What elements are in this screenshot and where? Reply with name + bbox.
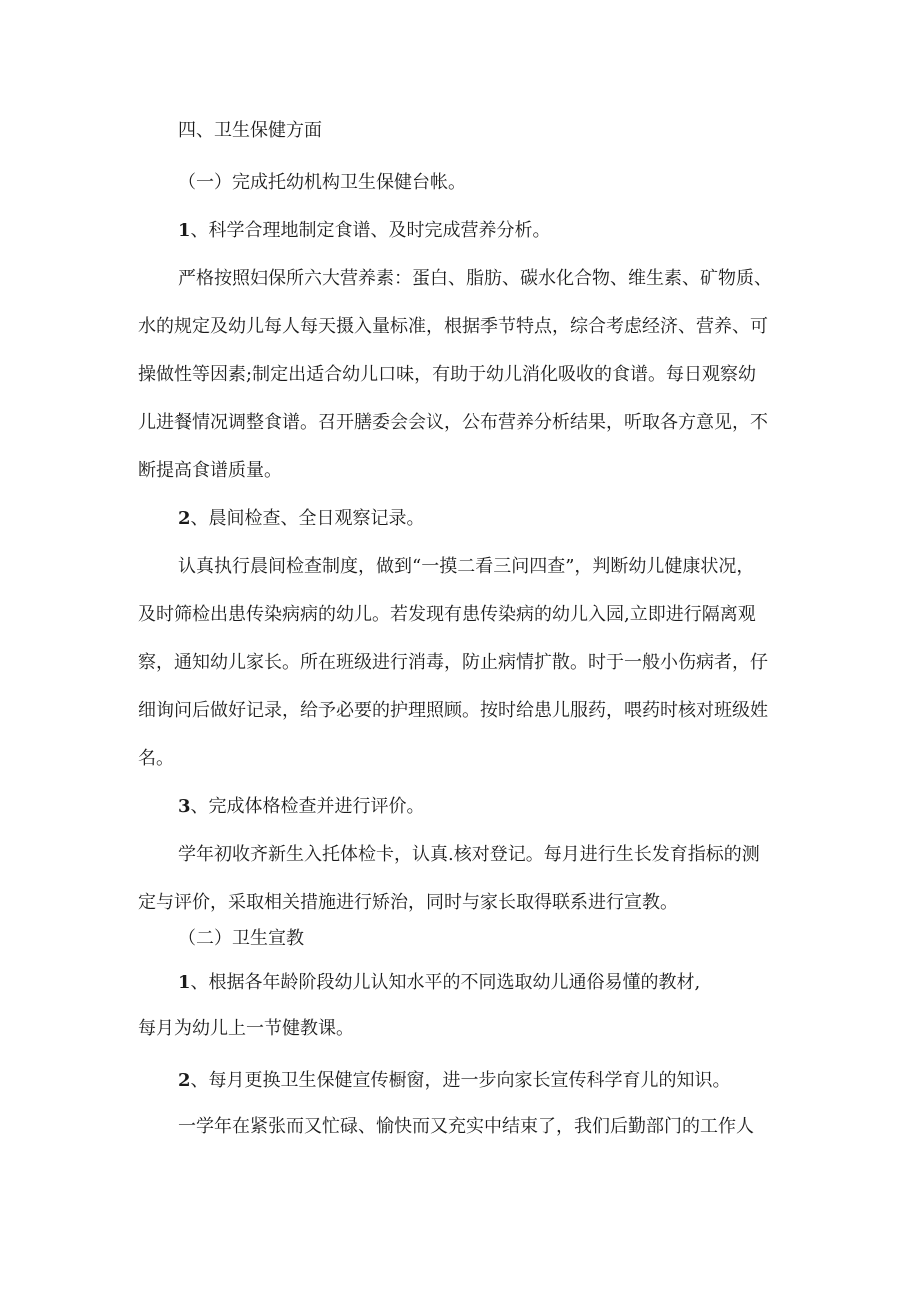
paragraph-line: 名。: [138, 748, 174, 769]
item-number: 1: [178, 220, 191, 241]
paragraph-line: 水的规定及幼儿每人每天摄入量标准，根据季节特点，综合考虑经济、营养、可: [138, 316, 768, 337]
paragraph-line: 严格按照妇保所六大营养素：蛋白、脂肪、碳水化合物、维生素、矿物质、: [178, 268, 772, 289]
item-title: 、完成体格检查并进行评价。: [190, 796, 425, 817]
paragraph-line: 细询问后做好记录，给予必要的护理照顾。按时给患儿服药，喂药时核对班级姓: [138, 700, 768, 721]
section-heading: 四、卫生保健方面: [178, 120, 322, 141]
item-number: 2: [178, 1070, 191, 1091]
item-title: 、根据各年龄阶段幼儿认知水平的不同选取幼儿通俗易懂的教材,: [190, 972, 701, 993]
item-number: 1: [178, 972, 191, 993]
item-title: 、科学合理地制定食谱、及时完成营养分析。: [190, 220, 551, 241]
item-heading-1: [178, 219, 551, 243]
paragraph-line: 儿进餐情况调整食谱。召开膳委会会议，公布营养分析结果，听取各方意见，不: [138, 412, 768, 433]
paragraph-line: 定与评价，采取相关措施进行矫治，同时与家长取得联系进行宣教。: [138, 892, 678, 913]
paragraph-line: 及时筛检出患传染病病的幼儿。若发现有患传染病的幼儿入园,立即进行隔离观: [138, 604, 756, 625]
item-title: 、晨间检查、全日观察记录。: [190, 508, 425, 529]
item-heading-2: [178, 507, 425, 531]
item-number: 2: [178, 508, 191, 529]
paragraph-line: 断提高食谱质量。: [138, 460, 282, 481]
paragraph-line: 一学年在紧张而又忙碌、愉快而又充实中结束了，我们后勤部门的工作人: [178, 1116, 754, 1137]
subsection-heading-2: （二）卫生宣教: [178, 928, 304, 949]
item-title: 、每月更换卫生保健宣传橱窗，进一步向家长宣传科学育儿的知识。: [190, 1070, 731, 1091]
item-heading-5: [178, 1069, 731, 1093]
paragraph-line: 操做性等因素;制定出适合幼儿口味，有助于幼儿消化吸收的食谱。每日观察幼: [138, 364, 757, 385]
paragraph-line: 每月为幼儿上一节健教课。: [138, 1018, 354, 1039]
paragraph-line: 察，通知幼儿家长。所在班级进行消毒，防止病情扩散。时于一般小伤病者，仔: [138, 652, 768, 673]
paragraph-line: 认真执行晨间检查制度，做到“一摸二看三问四查”，判断幼儿健康状况，: [178, 556, 755, 577]
item-heading-3: [178, 795, 425, 819]
paragraph-line: 学年初收齐新生入托体检卡，认真.核对登记。每月进行生长发育指标的测: [178, 844, 760, 865]
item-number: 3: [178, 796, 191, 817]
subsection-heading-1: （一）完成托幼机构卫生保健台帐。: [178, 172, 466, 193]
item-heading-4: [178, 971, 700, 995]
